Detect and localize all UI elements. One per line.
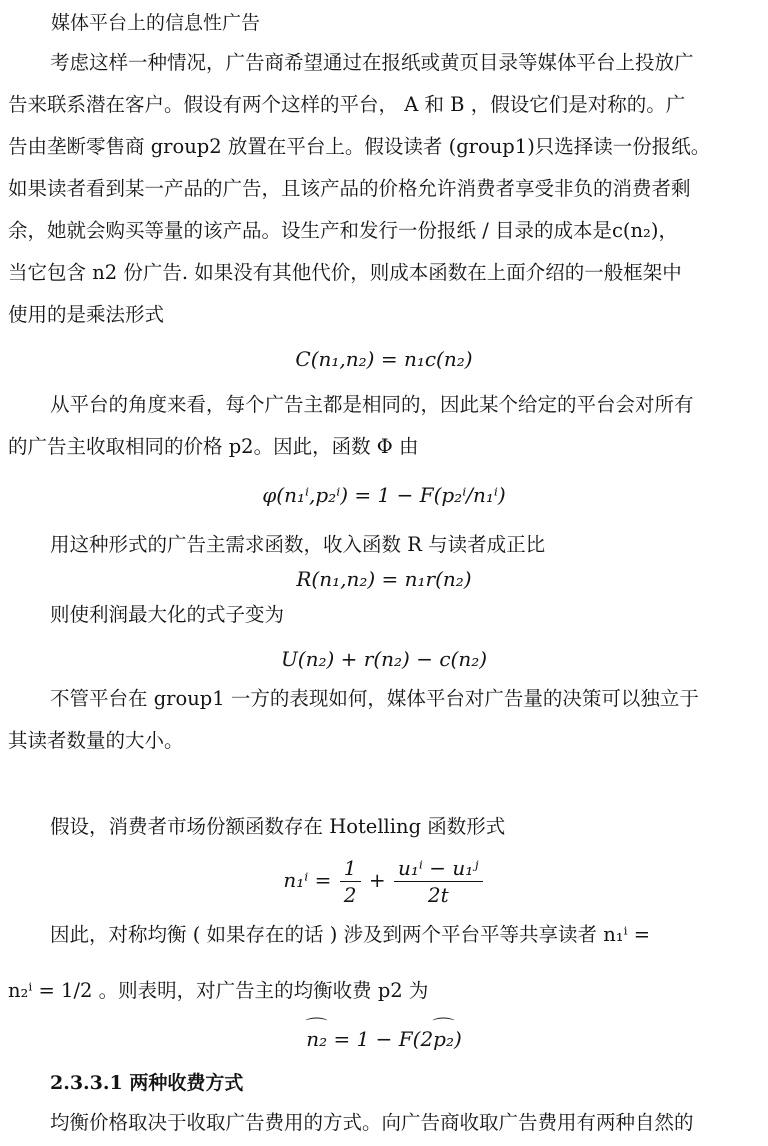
fraction-one-half	[340, 855, 361, 908]
paragraph-line: 考虑这样一种情况，广告商希望通过在报纸或黄页目录等媒体平台上投放广	[50, 51, 694, 74]
equation-hotelling	[0, 848, 768, 912]
equation-hotelling-lhs: n₁ⁱ =	[283, 868, 332, 892]
equation-cost-function: C(n₁,n₂) = n₁c(n₂)	[295, 347, 473, 371]
paragraph-line: 告来联系潜在客户。假设有两个这样的平台， A 和 B ，假设它们是对称的。广	[8, 93, 686, 116]
subsection-title: 2.3.3.1 两种收费方式	[50, 1072, 244, 1094]
equation-equilibrium-mid: = 1 − F(2	[327, 1027, 434, 1051]
paragraph-line: 如果读者看到某一产品的广告，且该产品的价格允许消费者享受非负的消费者剩	[8, 177, 691, 200]
paragraph-line: 的广告主收取相同的价格 p2。因此，函数 Φ 由	[8, 435, 419, 458]
plus-sign: +	[368, 868, 386, 892]
equation-revenue-function: R(n₁,n₂) = n₁r(n₂)	[296, 567, 472, 591]
equation-equilibrium	[0, 1026, 768, 1052]
n2-hat: ⌒ n₂	[306, 1026, 327, 1052]
equation-phi-function: φ(n₁ⁱ,p₂ⁱ) = 1 − F(p₂ⁱ/n₁ⁱ)	[262, 483, 506, 507]
paragraph-line: 从平台的角度来看，每个广告主都是相同的，因此某个给定的平台会对所有	[50, 393, 694, 416]
fraction-denominator: 2t	[427, 883, 449, 907]
paragraph-line: 则使利润最大化的式子变为	[50, 603, 285, 626]
fraction-denominator: 2	[343, 883, 357, 907]
paragraph-line: 不管平台在 group1 一方的表现如何，媒体平台对广告量的决策可以独立于	[50, 687, 699, 710]
section-title: 媒体平台上的信息性广告	[51, 12, 261, 34]
paragraph-line: 使用的是乘法形式	[8, 303, 165, 326]
equation-profit: U(n₂) + r(n₂) − c(n₂)	[280, 647, 488, 671]
fraction-utility-difference	[394, 855, 483, 908]
paragraph-line: n₂ⁱ = 1/2 。则表明，对广告主的均衡收费 p2 为	[8, 979, 429, 1002]
fraction-numerator: u₁ⁱ − u₁ʲ	[394, 855, 483, 882]
paragraph-line: 告由垄断零售商 group2 放置在平台上。假设读者 (group1)只选择读一份报纸。	[8, 135, 711, 158]
paragraph-line: 假设，消费者市场份额函数存在 Hotelling 函数形式	[50, 815, 506, 838]
paragraph-line: 因此，对称均衡 ( 如果存在的话 ) 涉及到两个平台平等共享读者 n₁ⁱ =	[50, 923, 651, 946]
paragraph-line: 均衡价格取决于收取广告费用的方式。向广告商收取广告费用有两种自然的	[50, 1111, 694, 1134]
paragraph-line: 用这种形式的广告主需求函数，收入函数 R 与读者成正比	[50, 533, 546, 556]
paragraph-line: 当它包含 n2 份广告. 如果没有其他代价，则成本函数在上面介绍的一般框架中	[8, 261, 682, 284]
equation-equilibrium-close: )	[454, 1027, 462, 1051]
paragraph-line: 其读者数量的大小。	[8, 729, 184, 752]
p2-hat: ⌒ p₂	[433, 1026, 454, 1052]
fraction-numerator: 1	[340, 855, 361, 882]
paragraph-line: 余，她就会购买等量的该产品。设生产和发行一份报纸 / 目录的成本是c(n₂)，	[8, 219, 678, 242]
